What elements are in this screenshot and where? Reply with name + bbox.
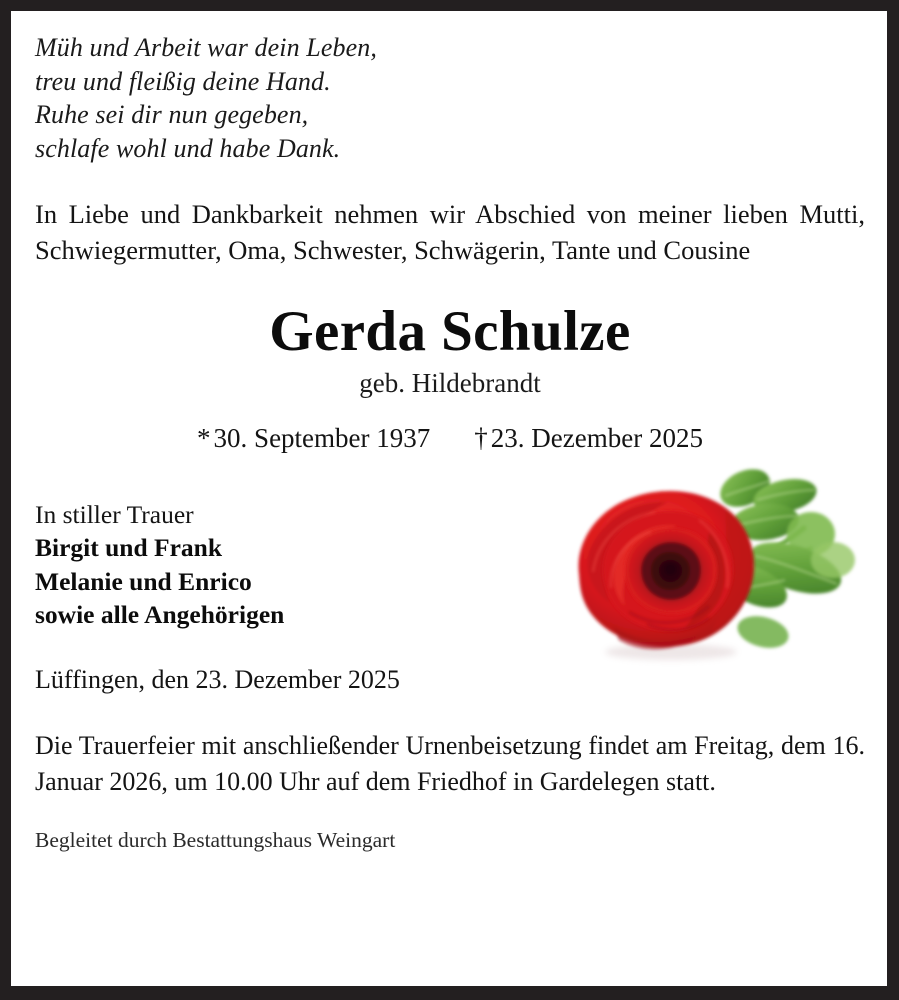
deceased-name-block [35,268,865,399]
death-date [474,422,703,454]
deceased-maiden-name: geb. Hildebrandt [359,368,541,398]
death-cross-icon: † [474,423,488,453]
verse-line-1: Müh und Arbeit war dein Leben, [35,33,377,62]
farewell-intro: In Liebe und Dankbarkeit nehmen wir Abschied von meiner lieben Mutti, Schwiegermutter, Oma, Schwester, Schwägerin, Tante und Cousine [35,199,865,265]
life-dates [35,399,865,454]
verse-line-4: schlafe wohl und habe Dank. [35,133,341,163]
funeral-home-credit: Begleitet durch Bestattungshaus Weingart [35,827,396,852]
mourners-block [35,498,515,632]
mourners-heading: In stiller Trauer [35,500,194,529]
birth-star-icon: * [197,423,211,453]
notice-page [11,11,887,986]
verse-line-2: treu und fleißig deine Hand. [35,66,331,96]
death-date-value: 23. Dezember 2025 [490,423,703,453]
place-and-date: Lüffingen, den 23. Dezember 2025 [35,664,400,694]
mourner-line-2: Melanie und Enrico [35,566,252,596]
notice-content [11,11,887,986]
deceased-name: Gerda Schulze [269,300,631,363]
birth-date-value: 30. September 1937 [213,423,431,453]
mourner-line-1: Birgit und Frank [35,533,223,562]
birth-date [197,422,430,454]
verse-line-3: Ruhe sei dir nun gegeben, [35,100,309,129]
memorial-verse [35,11,865,165]
mourner-line-3: sowie alle Angehörigen [35,600,285,629]
mourners-section [35,454,865,696]
ceremony-details: Die Trauerfeier mit anschließender Urnenbeisetzung findet am Freitag, dem 16. Januar 2026, um 10.00 Uhr auf dem Friedhof in Gardelegen statt. [35,730,865,796]
